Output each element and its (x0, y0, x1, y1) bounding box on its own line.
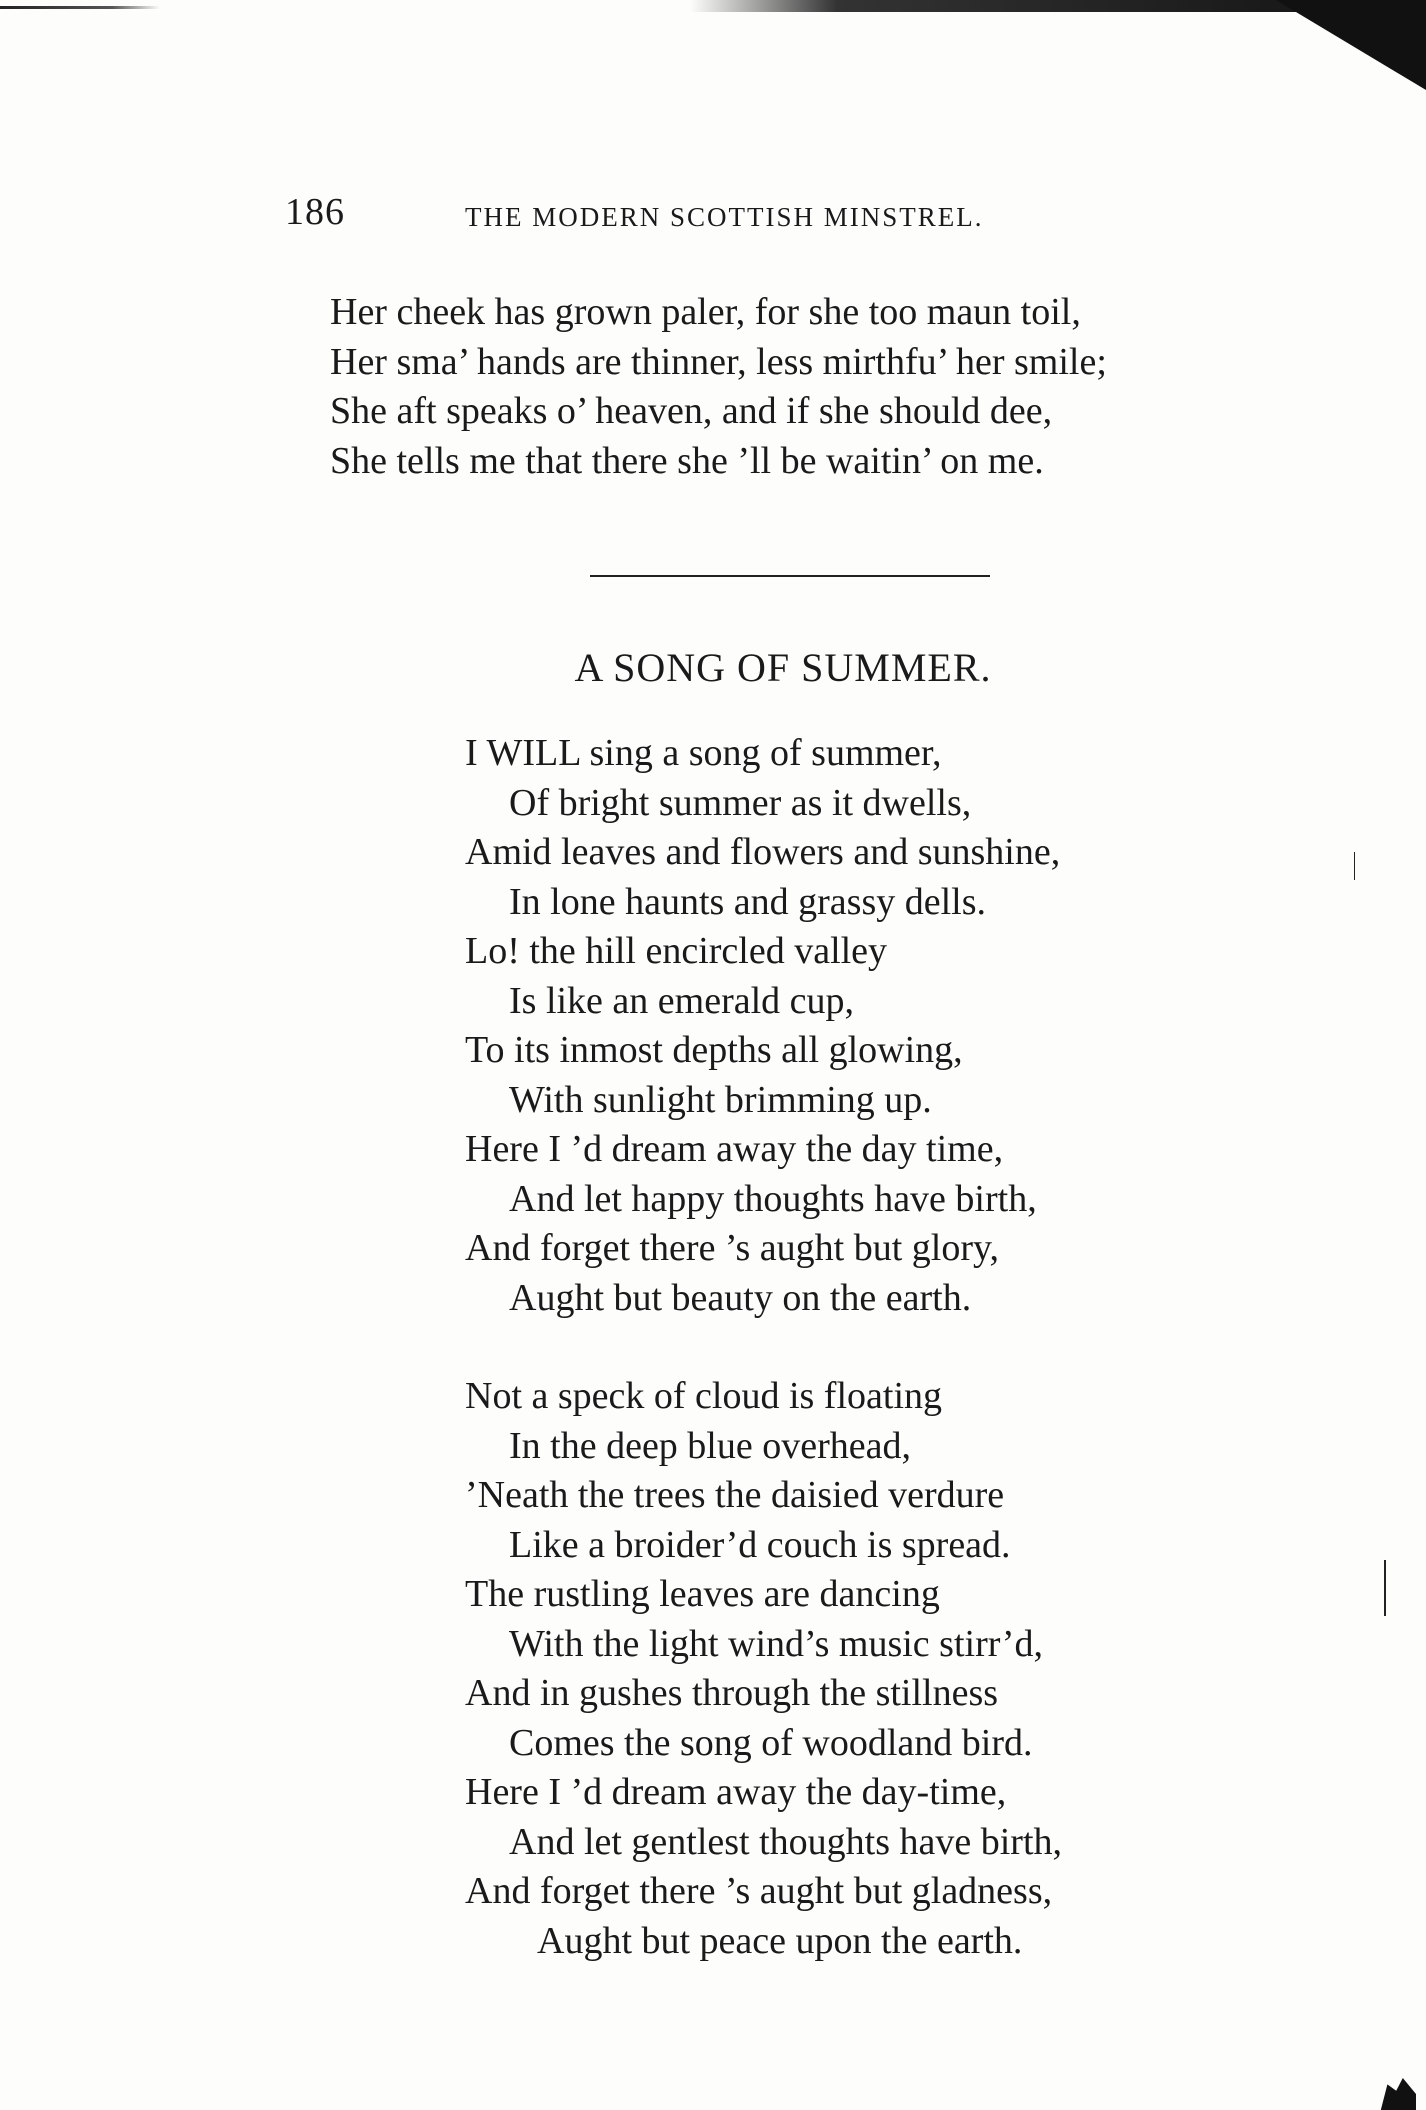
verse-line: In lone haunts and grassy dells. (509, 880, 987, 923)
verse-line: I WILL sing a song of summer, (465, 732, 942, 774)
verse-line: Her cheek has grown paler, for she too maun toil, (330, 291, 1081, 333)
verse-line: And let happy thoughts have birth, (509, 1177, 1037, 1220)
scan-artifact-tick (1354, 852, 1355, 880)
verse-line: Her sma’ hands are thinner, less mirthfu’ her smile; (330, 340, 1107, 383)
verse-line: Aught but peace upon the earth. (537, 1919, 1023, 1962)
verse-line: Not a speck of cloud is floating (465, 1375, 943, 1417)
verse-line: And in gushes through the stillness (465, 1672, 999, 1714)
poem-title: A SONG OF SUMMER. (574, 645, 992, 690)
verse-line: To its inmost depths all glowing, (465, 1029, 963, 1071)
verse-line: Is like an emerald cup, (509, 979, 855, 1022)
scan-artifact-top-left (0, 6, 160, 9)
scan-artifact-tick (1384, 1560, 1386, 1616)
verse-line: Comes the song of woodland bird. (509, 1721, 1033, 1764)
page-header (285, 190, 1135, 238)
previous-poem-stanza (330, 288, 1107, 486)
verse-line: Lo! the hill encircled valley (465, 930, 888, 972)
verse-line: With sunlight brimming up. (509, 1078, 932, 1121)
verse-line: Like a broider’d couch is spread. (509, 1523, 1011, 1566)
verse-line: And let gentlest thoughts have birth, (509, 1820, 1063, 1863)
verse-line: The rustling leaves are dancing (465, 1573, 940, 1615)
verse-line: Here I ’d dream away the day time, (465, 1128, 1004, 1170)
poem-title-row (70, 644, 1426, 691)
scan-artifact-corner (1276, 0, 1426, 90)
verse-line: And forget there ’s aught but glory, (465, 1227, 1000, 1269)
section-divider (590, 575, 990, 577)
verse-line: Aught but beauty on the earth. (509, 1276, 972, 1319)
verse-line: With the light wind’s music stirr’d, (509, 1622, 1043, 1665)
verse-line: Here I ’d dream away the day-time, (465, 1771, 1007, 1813)
verse-line: ’Neath the trees the daisied verdure (465, 1474, 1005, 1516)
scan-artifact-bottom-right (1372, 2078, 1416, 2110)
verse-line: She tells me that there she ’ll be waitin’ on me. (330, 439, 1044, 482)
verse-line: In the deep blue overhead, (509, 1424, 911, 1467)
poem-stanza-2 (465, 1372, 1062, 1966)
verse-line: She aft speaks o’ heaven, and if she should dee, (330, 390, 1053, 432)
page-number: 186 (285, 191, 345, 233)
verse-line: Amid leaves and flowers and sunshine, (465, 831, 1061, 873)
verse-line: Of bright summer as it dwells, (509, 781, 972, 824)
poem-stanza-1 (465, 729, 1060, 1323)
verse-line: And forget there ’s aught but gladness, (465, 1870, 1053, 1912)
running-head: THE MODERN SCOTTISH MINSTREL. (465, 202, 984, 232)
